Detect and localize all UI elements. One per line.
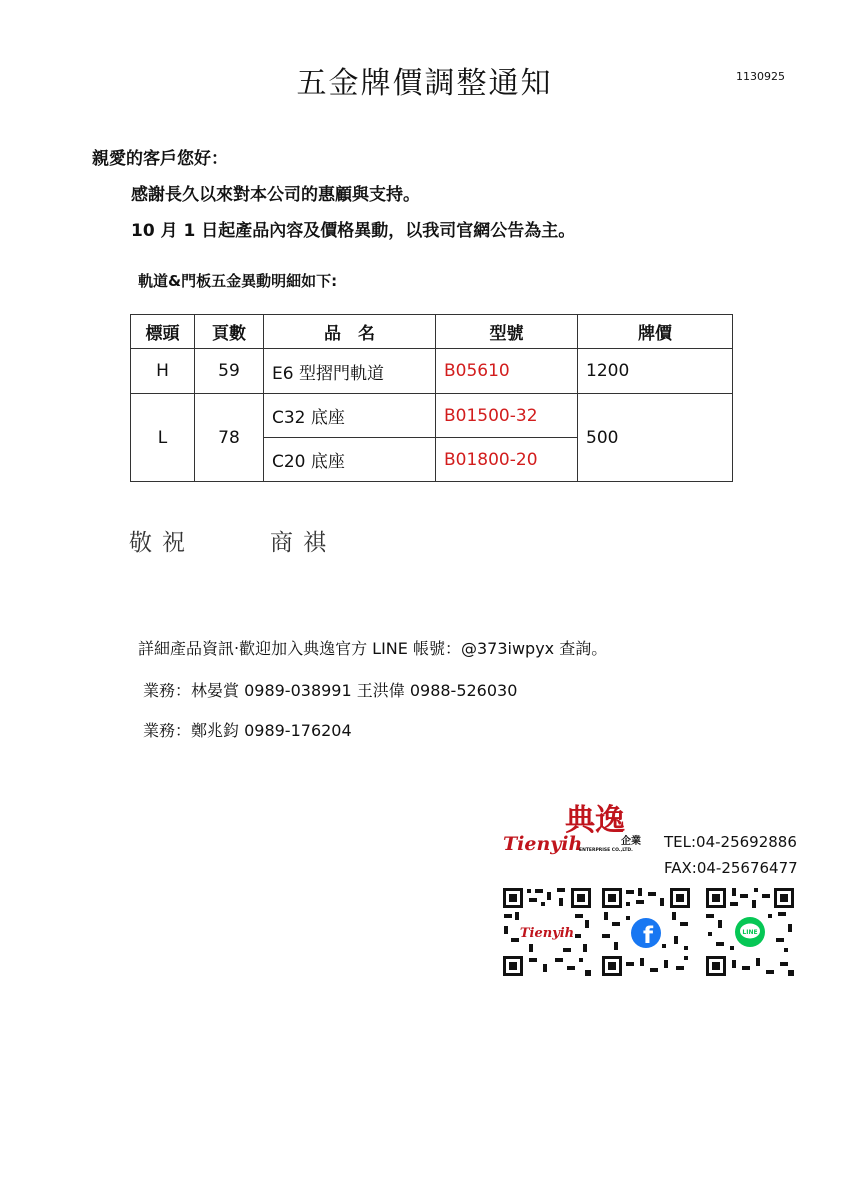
paragraph-thanks: 感謝長久以來對本公司的惠顧與支持。	[131, 185, 420, 205]
info-line: 詳細產品資訊‧歡迎加入典逸官方 LINE 帳號：@373iwpyx 查詢。	[138, 639, 608, 658]
cell-name: C20 底座	[264, 438, 436, 482]
logo-suffix: 企業	[621, 836, 641, 847]
cell-page: 59	[195, 349, 264, 394]
detail-heading: 軌道&門板五金異動明細如下:	[138, 272, 338, 290]
telephone: TEL:04-25692886	[664, 833, 797, 851]
sales-contact: 業務：鄭兆鈞 0989-176204	[143, 721, 352, 740]
col-header: 型號	[436, 315, 578, 349]
greeting: 親愛的客戶您好：	[92, 149, 228, 169]
closing-right: 商祺	[270, 530, 336, 556]
company-logo	[503, 800, 653, 855]
cell-model: B05610	[436, 349, 578, 394]
line-glyph: LINE	[742, 929, 758, 936]
paragraph-change-notice: 10 月 1 日起產品內容及價格異動，以我司官網公告為主。	[131, 221, 576, 241]
cell-model: B01500-32	[436, 394, 578, 438]
qr-code-website[interactable]	[501, 886, 593, 978]
price-table	[130, 314, 733, 482]
document-number: 1130925	[736, 70, 785, 83]
logo-chinese: 典逸	[565, 803, 625, 838]
cell-name: E6 型摺門軌道	[264, 349, 436, 394]
cell-price: 500	[578, 394, 733, 482]
table-row	[131, 349, 733, 394]
qr-code-facebook[interactable]	[600, 886, 692, 978]
closing-left: 敬祝	[129, 530, 195, 556]
tienyih-logo-icon: Tienyih	[519, 926, 575, 941]
qr-code-line[interactable]	[704, 886, 796, 978]
col-header: 頁數	[195, 315, 264, 349]
cell-header: L	[131, 394, 195, 482]
facebook-glyph: f	[642, 923, 654, 949]
logo-text: Tienyih	[503, 833, 583, 855]
cell-name: C32 底座	[264, 394, 436, 438]
table-row	[131, 394, 733, 438]
cell-price: 1200	[578, 349, 733, 394]
fax: FAX:04-25676477	[664, 859, 798, 877]
cell-header: H	[131, 349, 195, 394]
logo-sub: ENTERPRISE CO.,LTD.	[579, 848, 633, 853]
col-header: 標頭	[131, 315, 195, 349]
sales-contact: 業務：林晏賞 0989-038991 王洪偉 0988-526030	[143, 681, 518, 700]
page-title: 五金牌價調整通知	[296, 66, 553, 101]
cell-model: B01800-20	[436, 438, 578, 482]
table-header-row	[131, 315, 733, 349]
col-header: 牌價	[578, 315, 733, 349]
cell-page: 78	[195, 394, 264, 482]
col-header: 品 名	[264, 315, 436, 349]
